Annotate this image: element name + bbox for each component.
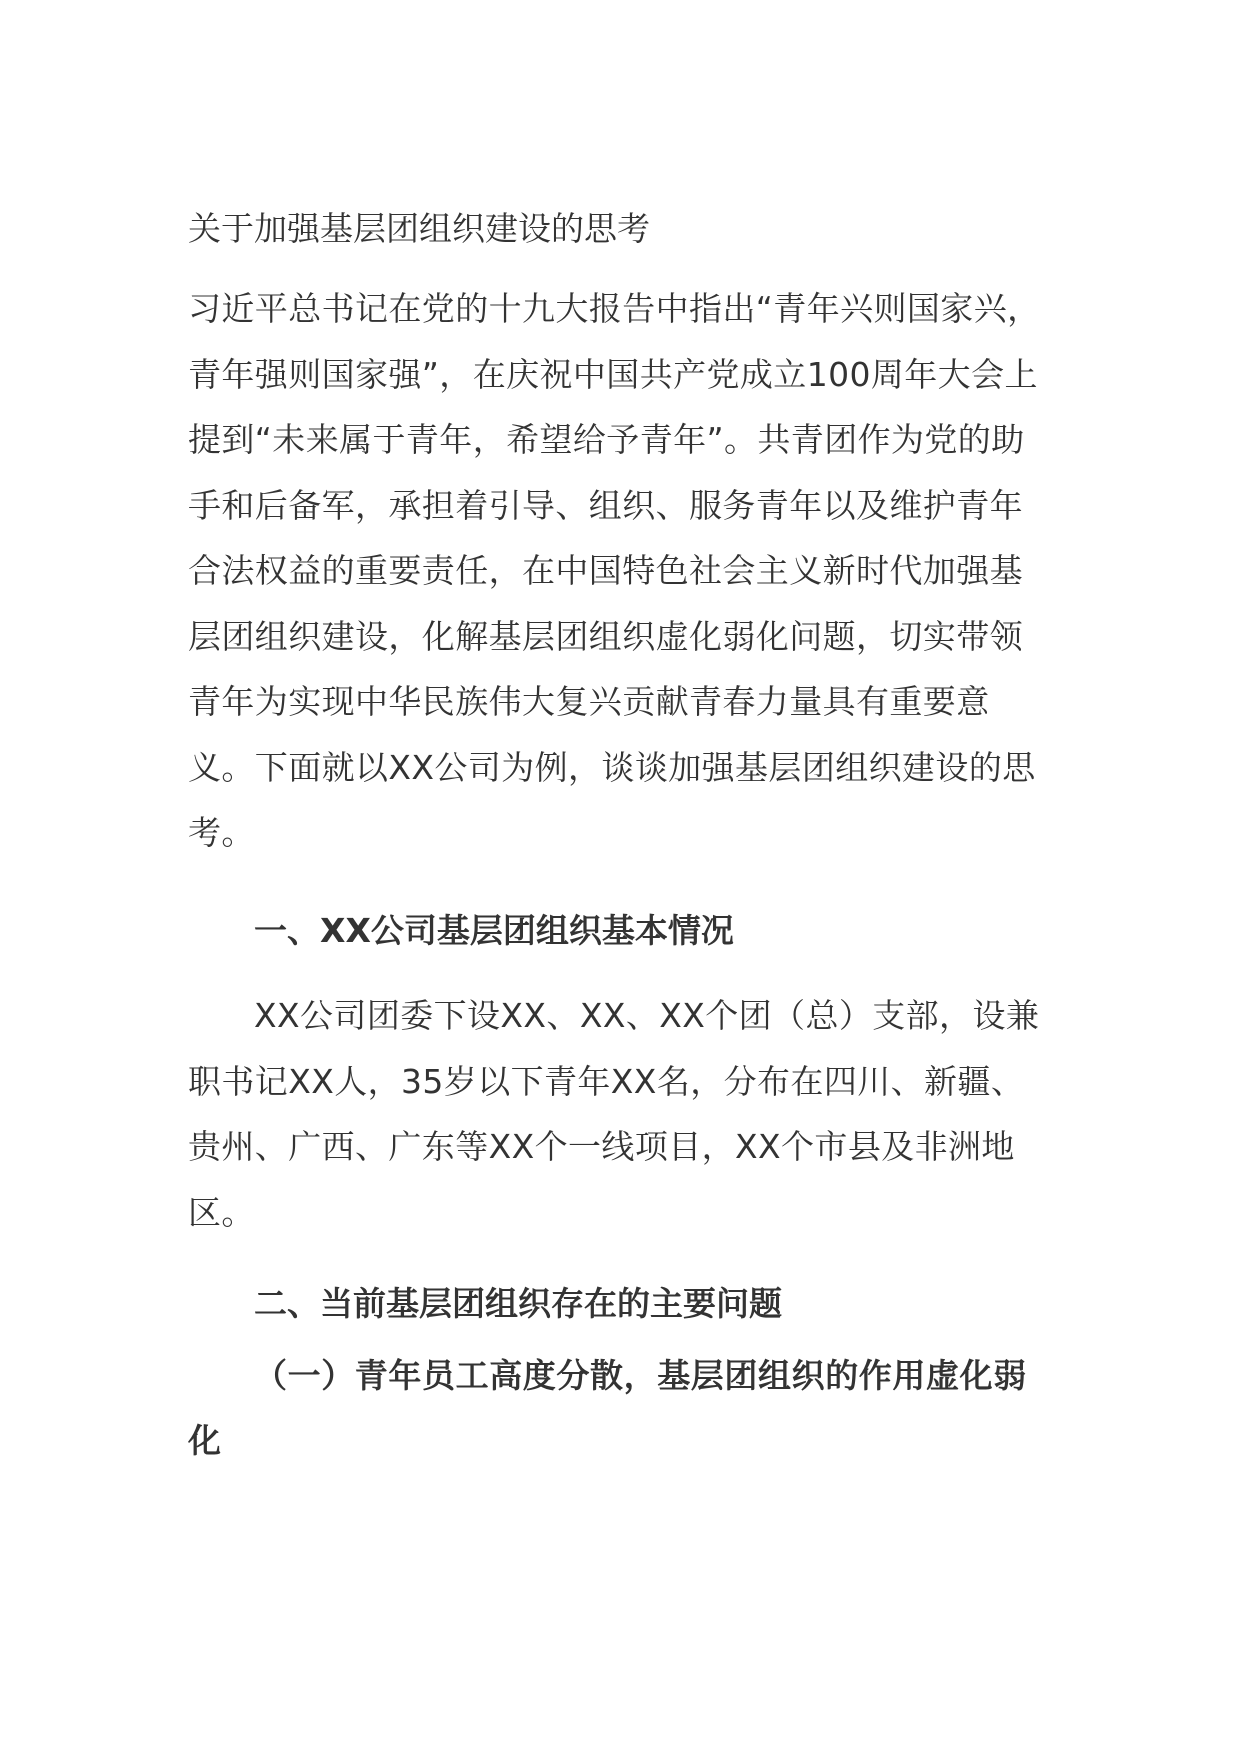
section-1-heading: 一、XX公司基层团组织基本情况 [254, 910, 734, 950]
section-2-heading: 二、当前基层团组织存在的主要问题 [254, 1284, 782, 1323]
section-1-paragraph: XX公司团委下设XX、XX、XX个团（总）支部，设兼职书记XX人，35岁以下青年XX名，分布在四川、新疆、贵州、广西、广东等XX个一线项目，XX个市县及非洲地区。 [188, 996, 1040, 1232]
intro-paragraph: 习近平总书记在党的十九大报告中指出“青年兴则国家兴，青年强则国家强”，在庆祝中国共产党成立100周年大会上提到“未来属于青年，希望给予青年”。共青团作为党的助手和后备军，承担着引导、组织、服务青年以及维护青年合法权益的重要责任，在中国特色社会主义新时代加强基层团组织建设，化解基层团组织虚化弱化问题，切实带领青年为实现中华民族伟大复兴贡献青春力量具有重要意义。下面就以XX公司为例，谈谈加强基层团组织建设的思考。 [188, 289, 1041, 852]
document-page [188, 200, 1056, 1474]
section-2-subheading: （一）青年员工高度分散，基层团组织的作用虚化弱化 [188, 1355, 1027, 1460]
document-title: 关于加强基层团组织建设的思考 [188, 209, 650, 248]
